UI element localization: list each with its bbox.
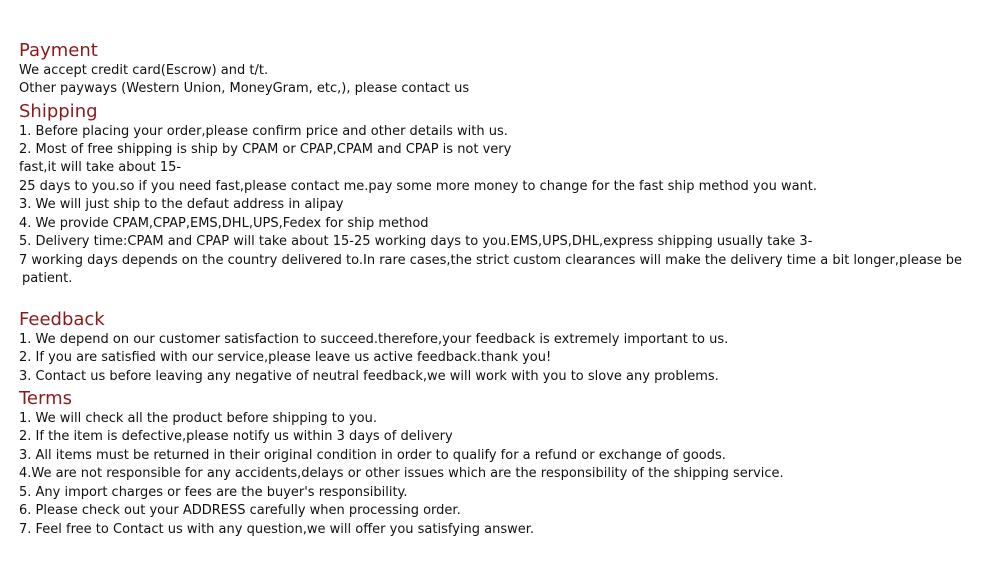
shipping-heading: Shipping — [19, 101, 98, 122]
terms-heading: Terms — [19, 388, 73, 409]
shipping-line-8: 7 working days depends on the country delivered to.In rare cases,the strict custom clearances will make the delivery time a bit longer,please be — [19, 253, 962, 268]
payment-line-2: Other payways (Western Union, MoneyGram, etc,), please contact us — [19, 81, 470, 96]
shipping-line-6: 4. We provide CPAM,CPAP,EMS,DHL,UPS,Fedex for ship method — [19, 216, 429, 231]
terms-line-5: 5. Any import charges or fees are the buyer's responsibility. — [19, 485, 408, 500]
terms-line-2: 2. If the item is defective,please notify us within 3 days of delivery — [19, 429, 453, 444]
terms-line-1: 1. We will check all the product before shipping to you. — [19, 411, 378, 426]
payment-heading: Payment — [19, 40, 98, 61]
shipping-line-7: 5. Delivery time:CPAM and CPAP will take about 15-25 working days to you.EMS,UPS,DHL,express shipping usually take 3- — [19, 234, 813, 249]
feedback-line-1: 1. We depend on our customer satisfaction to succeed.therefore,your feedback is extremely important to us. — [19, 332, 729, 347]
payment-line-1: We accept credit card(Escrow) and t/t. — [19, 63, 269, 78]
feedback-line-3: 3. Contact us before leaving any negative of neutral feedback,we will work with you to slove any problems. — [19, 369, 719, 384]
feedback-heading: Feedback — [19, 309, 105, 330]
shipping-line-9: patient. — [22, 271, 73, 286]
terms-line-4: 4.We are not responsible for any accidents,delays or other issues which are the responsibility of the shipping service. — [19, 466, 784, 481]
terms-line-6: 6. Please check out your ADDRESS carefully when processing order. — [19, 503, 461, 518]
shipping-line-2: 2. Most of free shipping is ship by CPAM or CPAP,CPAM and CPAP is not very — [19, 142, 512, 157]
feedback-line-2: 2. If you are satisfied with our service,please leave us active feedback.thank you! — [19, 350, 552, 365]
shipping-line-1: 1. Before placing your order,please confirm price and other details with us. — [19, 124, 508, 139]
shipping-line-4: 25 days to you.so if you need fast,please contact me.pay some more money to change for the fast ship method you want. — [19, 179, 818, 194]
shipping-line-5: 3. We will just ship to the defaut address in alipay — [19, 197, 344, 212]
terms-line-7: 7. Feel free to Contact us with any question,we will offer you satisfying answer. — [19, 522, 535, 537]
shipping-line-3: fast,it will take about 15- — [19, 160, 182, 175]
terms-line-3: 3. All items must be returned in their original condition in order to qualify for a refund or exchange of goods. — [19, 448, 726, 463]
